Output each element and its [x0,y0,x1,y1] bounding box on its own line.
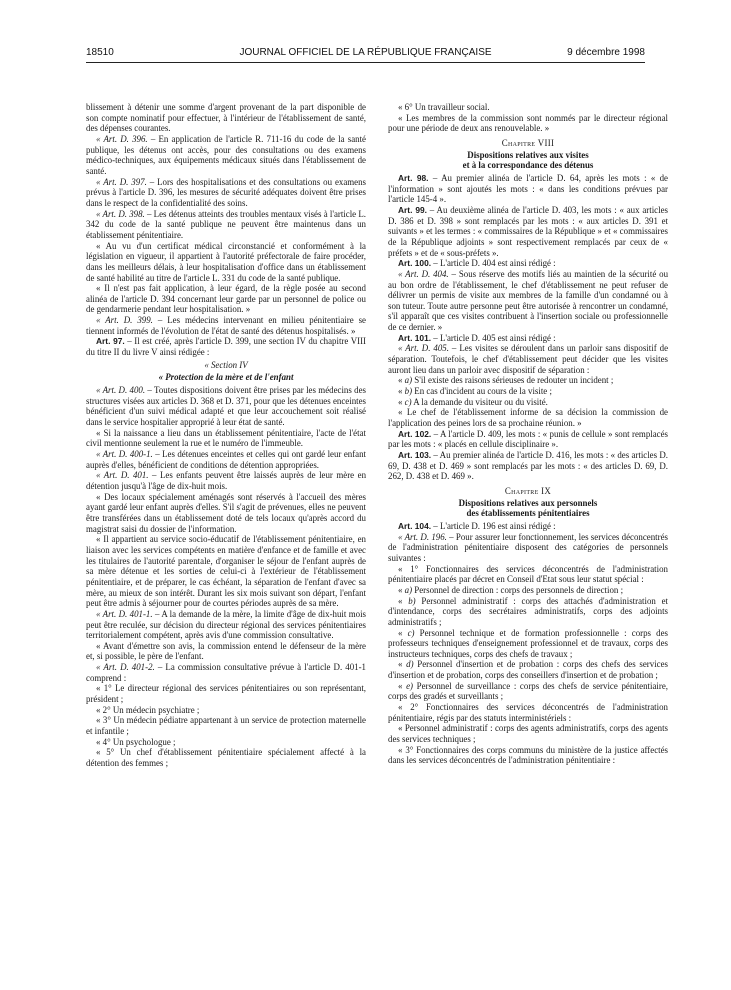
list-marker: e) [406,680,413,691]
list-item: « 1° Fonctionnaires des services déconcentrés de l'administration pénitentiaire placés par décret en Conseil d'Etat sous leur statut spécial : [388,563,668,585]
article-text: – L'article D. 196 est ainsi rédigé : [431,520,556,531]
article-text: – L'article D. 405 est ainsi rédigé : [431,332,556,343]
article-label: Art. 104. [398,520,432,531]
article-text: – Lors des hospitalisations et des consultations ou examens prévus à l'article D. 396, les mesures de sécurité adéquates doivent être prises dans le respect de la confidentialité des soins. [86,176,366,208]
list-marker: a) [404,584,413,595]
chapter-title: Chapitre IX [504,485,552,496]
article-text: – Au premier alinéa de l'article D. 416, les mots : « des articles D. 69, D. 438 et D. 469 » sont remplacés par les mots : « des articles D. 69, D. 262, D. 438 et D. 469 ». [388,450,669,482]
list-item: « c) A la demande du visiteur ou du visité. [398,396,548,407]
article-104 [388,521,668,532]
article-text: – Les visites se déroulent dans un parloir sans dispositif de séparation. Toutefois, le chef d'établissement peut décider que les visites auront lieu dans un parloir avec dispositif de séparation : [388,343,669,375]
list-item: « 3° Un médecin pédiatre appartenant à un service de protection maternelle et infantile ; [86,715,366,737]
chapter-subtitle: Dispositions relatives aux visites [467,149,589,160]
paragraph: « Il n'est pas fait application, à leur égard, de la règle posée au second alinéa de l'article D. 394 concernant leur garde par un personnel de police ou de gendarmerie pendant leur hospitalisation. » [86,283,366,315]
article-text: – Les enfants peuvent être laissés auprès de leur mère en détention jusqu'à l'âge de dix-huit mois. [86,470,367,491]
chapter-subtitle: et à la correspondance des détenus [462,160,594,171]
list-item: « b) Personnel administratif : corps des attachés d'administration et d'intendance, corps des secrétaires administratifs, corps des adjoints administratifs ; [388,595,668,627]
article-text: – Il est créé, après l'article D. 399, une section IV du chapitre VIII du titre II du livre V ainsi rédigée : [86,336,366,358]
article-text: – Les médecins intervenant en milieu pénitentiaire se tiennent informés de l'évolution de l'état de santé des détenus hospitalisés. » [86,315,366,336]
journal-title: JOURNAL OFFICIEL DE LA RÉPUBLIQUE FRANÇAISE [239,47,492,58]
article-97 [86,336,366,357]
article-ref: « Art. D. 400. [96,385,146,396]
article-100 [388,258,668,269]
paragraph: « Si la naissance a lieu dans un établissement pénitentiaire, l'acte de l'état civil mentionne seulement la rue et le numéro de l'immeuble. [86,427,366,449]
article-d398 [86,209,366,241]
list-item: « a) S'il existe des raisons sérieuses de redouter un incident ; [398,375,614,386]
paragraph: « Le chef de l'établissement informe de sa décision la commission de l'application des peines lors de sa prochaine réunion. » [388,407,668,429]
page-number: 18510 [86,47,114,58]
chapter-title: Chapitre VIII [501,137,555,148]
article-label: Art. 102. [398,428,432,439]
list-text: En cas d'incident au cours de la visite ; [412,386,552,397]
chapter-subtitle: des établissements pénitentiaires [466,508,590,519]
article-text: – A l'article D. 409, les mots : « punis de cellule » sont remplacés par les mots : « placés en cellule disciplinaire ». [388,428,668,450]
article-98 [388,173,668,205]
article-d401-1 [86,609,366,641]
paragraph: « Avant d'émettre son avis, la commission entend le défenseur de la mère et, si possible, le père de l'enfant. [86,640,366,662]
article-ref: « Art. D. 405. [398,343,449,354]
list-item: « 3° Fonctionnaires des corps communs du ministère de la justice affectés dans les services déconcentrés de l'administration pénitentiaire : [388,744,668,766]
article-text: – Sous réserve des motifs liés au maintien de la sécurité ou au bon ordre de l'établissement, le chef d'établissement ne peut refuser de délivrer un permis de visite aux membres de la famille d'un condamné ou à son tuteur. Toute autre personne peut être autorisée à rencontrer un condamné, s'il apparaît que ces visites contribuent à l'insertion sociale ou professionnelle de ce dernier. » [388,268,669,333]
article-label: Art. 98. [398,172,429,183]
article-text: – Les détenues enceintes et celles qui ont gardé leur enfant auprès d'elles, bénéficient de conditions de détention appropriées. [86,449,366,470]
article-text: – En application de l'article R. 711-16 du code de la santé publique, les détenus ont accès, pour des consultations ou des examens médico-techniques, aux équipements médicaux situés dans l'établissement de santé. [86,133,366,176]
list-text: Personnel de surveillance : corps des chefs de service pénitentiaire, corps des gradés et surveillants ; [388,680,669,702]
article-ref: « Art. D. 401. [96,470,149,481]
article-ref: « Art. D. 196. [398,531,447,542]
list-item: « 1° Le directeur régional des services pénitentiaires ou son représentant, président ; [86,683,366,705]
paragraph: « Au vu d'un certificat médical circonstancié et conformément à la législation en vigueur, il appartient à l'autorité préfectorale de faire procéder, dans les meilleurs délais, à leur hospitalisation d'office dans un établissement de santé habilité au titre de l'article L. 331 du code de la santé publique. [86,240,366,283]
article-d405 [388,343,668,375]
article-ref: « Art. D. 404. [398,268,449,279]
list-item: « 6° Un travailleur social. [398,102,490,112]
issue-date: 9 décembre 1998 [567,47,645,58]
list-marker: d) [406,659,414,670]
article-d401 [86,470,366,491]
paragraph: « Il appartient au service socio-éducatif de l'établissement pénitentiaire, en liaison avec les services compétents en matière d'enfance et de famille et avec les titulaires de l'autorité parentale, d'organiser le séjour de l'enfant auprès de sa mère détenue et les sorties de celui-ci à l'extérieur de l'établissement pénitentiaire, et de préparer, le cas échéant, la séparation de l'enfant d'avec sa mère, au mieux de son intérêt. Durant les six mois suivant son départ, l'enfant peut être admis à séjourner pour de courtes périodes auprès de sa mère. [86,534,366,609]
list-text: A la demande du visiteur ou du visité. [411,396,548,407]
list-item: « b) En cas d'incident au cours de la visite ; [398,386,552,397]
list-item: « 5° Un chef d'établissement pénitentiaire spécialement affecté à la détention des femmes ; [86,747,366,769]
article-d400 [86,385,366,428]
article-ref: « Art. D. 398. [96,208,145,219]
article-text: – La commission consultative prévue à l'article D. 401-1 comprend : [86,662,366,683]
list-item: « e) Personnel de surveillance : corps des chefs de service pénitentiaire, corps des gradés et surveillants ; [388,680,669,702]
article-ref: « Art. D. 401-2. [96,662,155,673]
article-d404 [388,269,668,333]
list-item: « 2° Fonctionnaires des services déconcentrés de l'administration pénitentiaire, régis par des statuts interministériels : [388,702,668,723]
article-label: Art. 100. [398,258,432,269]
article-d196 [388,532,668,564]
list-item: « 4° Un psychologue ; [96,736,176,747]
list-text: Personnel de direction : corps des personnels de direction ; [412,584,624,595]
section-heading: « Section IV [204,359,248,370]
paragraph: blissement à détenir une somme d'argent provenant de la part disponible de son compte nominatif pour effectuer, à l'intérieur de l'établissement de santé, des dépenses courantes. [86,102,366,134]
article-ref: « Art. D. 397. [96,176,147,187]
chapter-subtitle: Dispositions relatives aux personnels [458,497,598,508]
list-item: « d) Personnel d'insertion et de probation : corps des chefs des services d'insertion et de probation, corps des conseillers d'insertion et de probation ; [388,659,668,681]
article-label: Art. 99. [398,204,427,215]
article-103 [388,450,668,482]
list-item: « a) Personnel de direction : corps des personnels de direction ; [398,584,624,595]
list-marker: a) [404,375,413,386]
list-text: Personnel d'insertion et de probation : corps des chefs des services d'insertion et de probation, corps des conseillers d'insertion et de probation ; [388,659,668,681]
article-d400-1 [86,449,366,470]
article-text: – Les détenus atteints des troubles mentaux visés à l'article L. 342 du code de la santé publique ne peuvent être maintenus dans un établissement pénitentiaire. [86,208,367,240]
article-d396 [86,134,366,177]
article-99 [388,205,668,258]
article-label: Art. 101. [398,332,432,343]
article-text: – Au premier alinéa de l'article D. 64, après les mots : « de l'information » sont ajoutés les mots : « dans les conditions prévues par l'article 145-4 ». [388,172,668,205]
right-column [388,102,668,766]
article-text: – L'article D. 404 est ainsi rédigé : [431,258,556,269]
article-d401-2 [86,662,366,683]
paragraph: « Des locaux spécialement aménagés sont réservés à l'accueil des mères ayant gardé leur enfant auprès d'elles. S'il s'agit de prévenues, elles ne peuvent être transférées dans un établissement doté de tels locaux qu'après accord du magistrat saisi du dossier de l'information. [86,491,366,534]
article-ref: « Art. D. 401-1. [96,608,153,619]
list-marker: b) [408,595,416,606]
paragraph: « Personnel administratif : corps des agents administratifs, corps des agents des services techniques ; [388,723,668,745]
article-ref: « Art. D. 400-1. [96,449,153,459]
article-d397 [86,177,366,209]
list-text: Personnel technique et de formation professionnelle : corps des professeurs techniques d'enseignement professionnel et de travaux, corps des instructeurs techniques, corps des chefs de travaux ; [388,627,668,659]
list-marker: c) [407,627,415,638]
list-marker: b) [404,386,413,397]
article-102 [388,429,668,450]
list-text: S'il existe des raisons sérieuses de redouter un incident ; [412,375,614,386]
article-text: – Toutes dispositions doivent être prises par les médecins des structures visées aux articles D. 368 et D. 371, pour que les détenues enceintes bénéficient d'un suivi médical adapté et que leur accouchement soit réalisé dans le service hospitalier approprié à leur état de santé. [86,385,366,428]
section-subtitle: « Protection de la mère et de l'enfant [158,372,294,383]
article-text: – Pour assurer leur fonctionnement, les services déconcentrés de l'administration pénitentiaire disposent des catégories de personnels suivantes : [388,531,668,563]
article-text: – A la demande de la mère, la limite d'âge de dix-huit mois peut être reculée, sur décision du directeur régional des services pénitentiaires territorialement compétent, après avis d'une commission consultative. [86,608,367,641]
article-d399 [86,315,366,336]
article-101 [388,333,668,344]
list-marker: c) [404,396,412,407]
paragraph: « Les membres de la commission sont nommés par le directeur régional pour une période de deux ans renouvelable. » [388,112,668,134]
left-column [86,102,366,769]
list-text: Personnel administratif : corps des attachés d'administration et d'intendance, corps des secrétaires administratifs, corps des adjoints administratifs ; [388,595,668,627]
header-rule [86,62,645,63]
list-item: « 2° Un médecin psychiatre ; [96,704,200,715]
article-label: Art. 97. [96,336,125,347]
article-label: Art. 103. [398,450,432,460]
list-item: « c) Personnel technique et de formation professionnelle : corps des professeurs techniques d'enseignement professionnel et de travaux, corps des instructeurs techniques, corps des chefs de travaux ; [388,627,668,659]
article-text: – Au deuxième alinéa de l'article D. 403, les mots : « aux articles D. 386 et D. 398 » sont remplacés par les mots : « aux articles D. 391 et suivants » et les termes : « commissaires de la République » et « commissaires de la République adjoints » sont respectivement remplacés par ceux de « préfets » et de « sous-préfets ». [388,204,668,258]
article-ref: « Art. D. 399. [96,315,153,326]
page-header [86,46,645,60]
article-ref: « Art. D. 396. [96,133,148,144]
